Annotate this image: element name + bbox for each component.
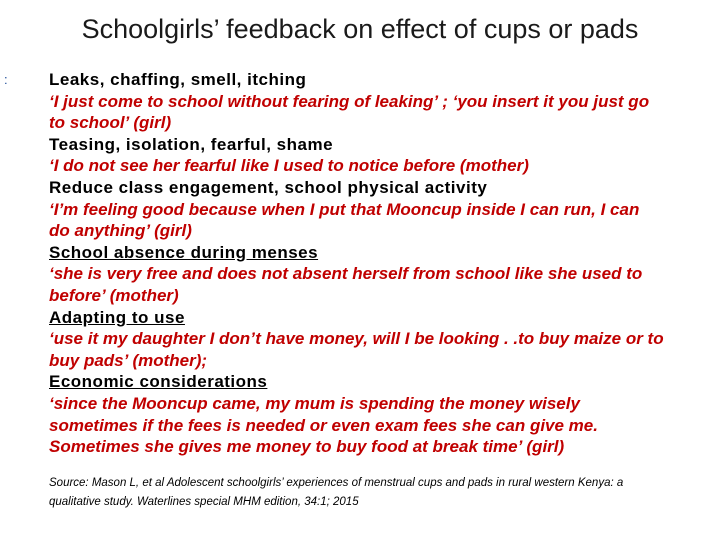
heading-school-absence: School absence during menses (49, 242, 319, 262)
feedback-content (49, 69, 714, 458)
heading-class-engagement: Reduce class engagement, school physical activity (49, 177, 488, 197)
slide-title: Schoolgirls’ feedback on effect of cups or pads (81, 14, 639, 44)
quote-run: ‘I’m feeling good because when I put that Mooncup inside I can run, I can (49, 199, 640, 219)
source-citation (49, 474, 714, 512)
quote-adapting-cont: buy pads’ (mother); (49, 350, 208, 370)
quote-absence-cont: before’ (mother) (49, 285, 179, 305)
quote-run-cont: do anything’ (girl) (49, 221, 192, 241)
heading-economic: Economic considerations (49, 372, 268, 392)
bullet-marker: : (4, 72, 8, 87)
quote-absence: ‘she is very free and does not absent herself from school like she used to (49, 264, 643, 284)
quote-fearful: ‘I do not see her fearful like I used to notice before (mother) (49, 156, 529, 176)
quote-economic-1: ‘since the Mooncup came, my mum is spending the money wisely (49, 393, 580, 413)
quote-economic-3: Sometimes she gives me money to buy food at break time’ (girl) (49, 437, 565, 457)
quote-leaking: ‘I just come to school without fearing of leaking’ ; ‘you insert it you just go (49, 91, 650, 111)
quote-adapting: ‘use it my daughter I don’t have money, will I be looking . .to buy maize or to (49, 329, 664, 349)
quote-leaking-cont: to school’ (girl) (49, 113, 172, 133)
heading-teasing: Teasing, isolation, fearful, shame (49, 134, 334, 154)
quote-economic-2: sometimes if the fees is needed or even exam fees she can give me. (49, 415, 598, 435)
source-line-2: qualitative study. Waterlines special MHM edition, 34:1; 2015 (49, 496, 359, 508)
source-line-1: Source: Mason L, et al Adolescent schoolgirls’ experiences of menstrual cups and pads in rural western Kenya: a (49, 477, 624, 489)
heading-adapting: Adapting to use (49, 307, 185, 327)
heading-leaks: Leaks, chaffing, smell, itching (49, 70, 307, 89)
